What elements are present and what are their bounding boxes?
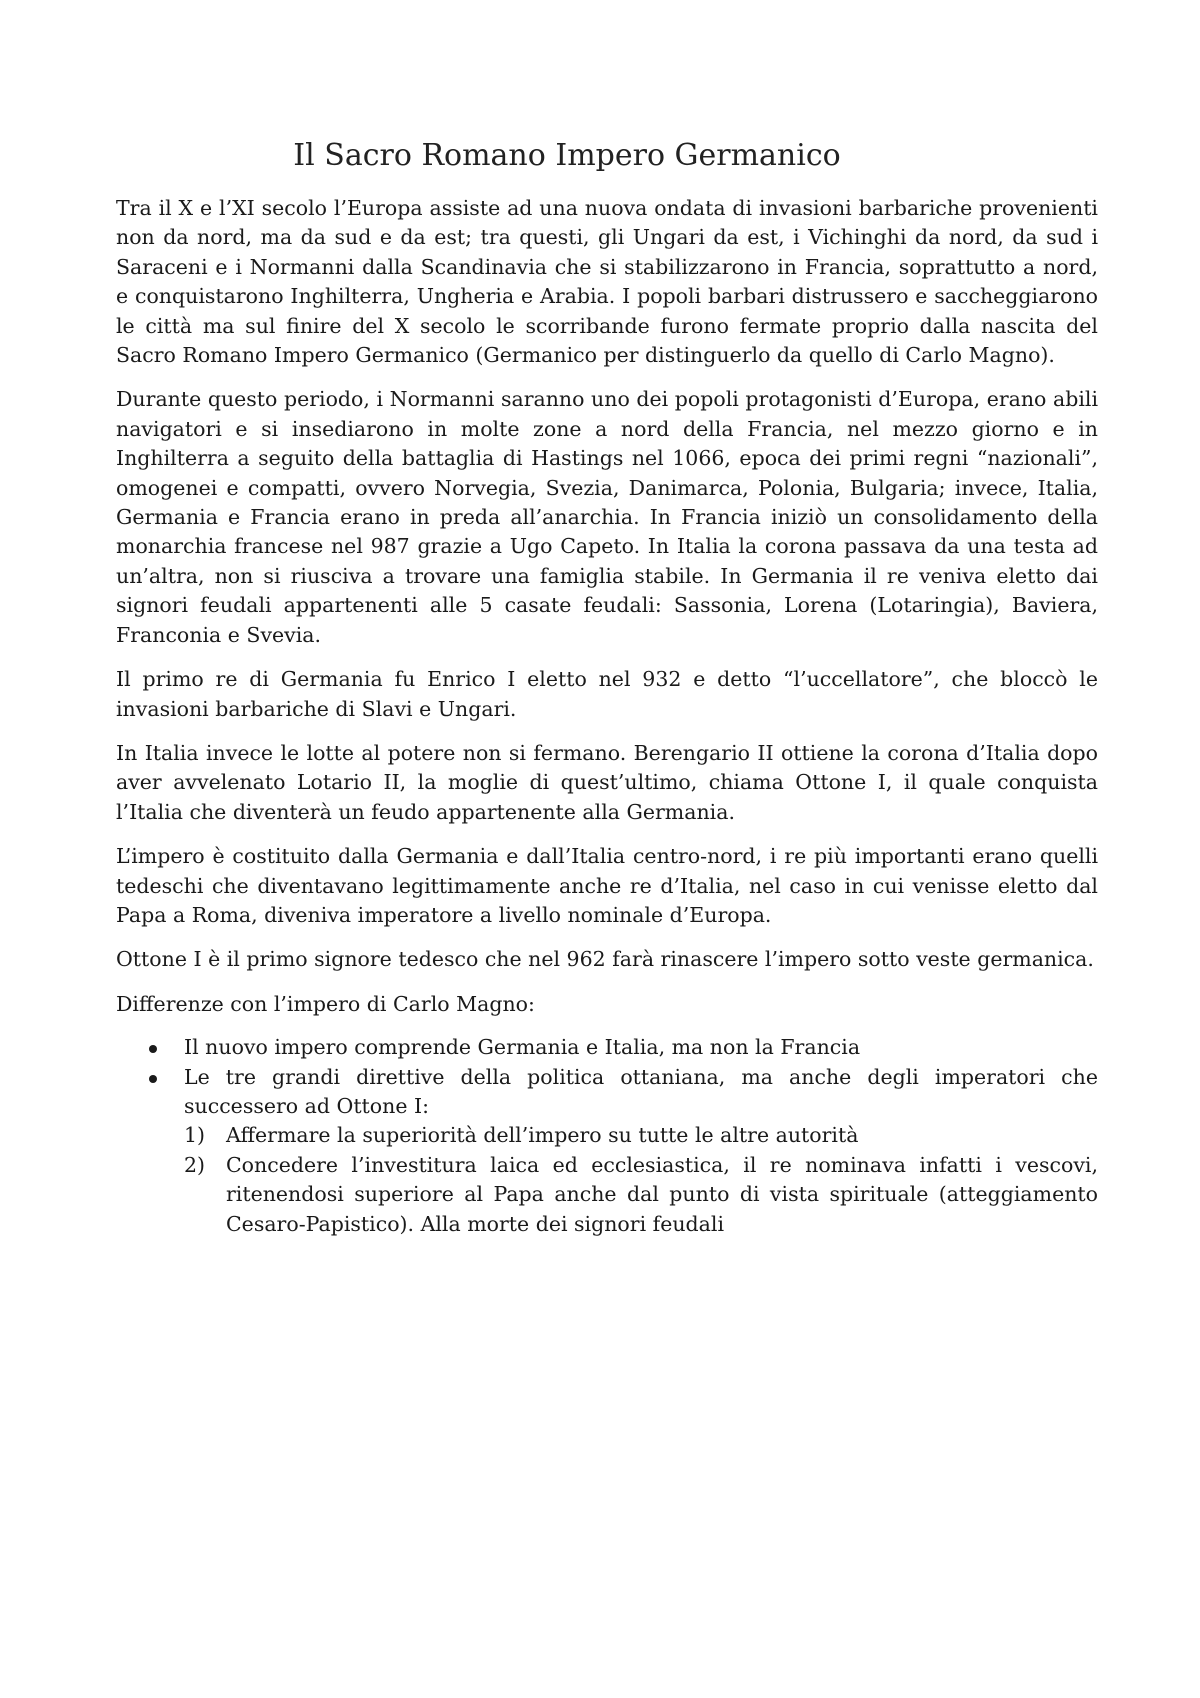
numbered-item	[184, 1151, 1098, 1239]
bullet-item	[116, 1033, 1098, 1062]
bullet-item	[116, 1063, 1098, 1239]
bullet-icon	[149, 1045, 157, 1053]
numbered-text: Concedere l’investitura laica ed ecclesiastica, il re nominava infatti i vescovi, ritenendosi superiore al Papa anche dal punto di vista spirituale (atteggiamento Cesaro-Papistico). Alla morte dei signori feudali	[226, 1152, 1098, 1236]
paragraph-italia: In Italia invece le lotte al potere non si fermano. Berengario II ottiene la corona d’Italia dopo aver avvelenato Lotario II, la moglie di quest’ultimo, chiama Ottone I, il quale conquista l’Italia che diventerà un feudo appartenente alla Germania.	[116, 740, 1098, 824]
item-number: 2)	[184, 1152, 206, 1177]
bullet-icon	[149, 1075, 157, 1083]
bullet-text: Le tre grandi direttive della politica ottaniana, ma anche degli imperatori che successero ad Ottone I:	[184, 1064, 1098, 1118]
numbered-text: Affermare la superiorità dell’impero su tutte le altre autorità	[226, 1123, 859, 1148]
bullet-text: Il nuovo impero comprende Germania e Italia, ma non la Francia	[184, 1035, 861, 1060]
document-title: Il Sacro Romano Impero Germanico	[293, 138, 841, 173]
item-number: 1)	[184, 1123, 206, 1148]
paragraph-impero: L’impero è costituito dalla Germania e dall’Italia centro-nord, i re più importanti erano quelli tedeschi che diventavano legittimamente anche re d’Italia, nel caso in cui venisse eletto dal Papa a Roma, diveniva imperatore a livello nominale d’Europa.	[116, 844, 1098, 927]
bullet-list	[116, 1033, 1098, 1239]
list-intro: Differenze con l’impero di Carlo Magno:	[116, 991, 535, 1016]
numbered-item	[184, 1121, 1098, 1150]
paragraph-enrico: Il primo re di Germania fu Enrico I eletto nel 932 e detto “l’uccellatore”, che bloccò le invasioni barbariche di Slavi e Ungari.	[116, 667, 1098, 721]
document-body	[116, 136, 1098, 1239]
paragraph-invasions: Tra il X e l’XI secolo l’Europa assiste ad una nuova ondata di invasioni barbariche provenienti non da nord, ma da sud e da est; tra questi, gli Ungari da est, i Vichinghi da nord, da sud i Saraceni e i Normanni dalla Scandinavia che si stabilizzarono in Francia, soprattutto a nord, e conquistarono Inghilterra, Ungheria e Arabia. I popoli barbari distrussero e saccheggiarono le città ma sul finire del X secolo le scorribande furono fermate proprio dalla nascita del Sacro Romano Impero Germanico (Germanico per distinguerlo da quello di Carlo Magno).	[116, 196, 1098, 368]
paragraph-normanni: Durante questo periodo, i Normanni saranno uno dei popoli protagonisti d’Europa, erano abili navigatori e si insediarono in molte zone a nord della Francia, nel mezzo giorno e in Inghilterra a seguito della battaglia di Hastings nel 1066, epoca dei primi regni “nazionali”, omogenei e compatti, ovvero Norvegia, Svezia, Danimarca, Polonia, Bulgaria; invece, Italia, Germania e Francia erano in preda all’anarchia. In Francia iniziò un consolidamento della monarchia francese nel 987 grazie a Ugo Capeto. In Italia la corona passava da una testa ad un’altra, non si riusciva a trovare una famiglia stabile. In Germania il re veniva eletto dai signori feudali appartenenti alle 5 casate feudali: Sassonia, Lorena (Lotaringia), Baviera, Franconia e Svevia.	[116, 387, 1098, 647]
numbered-list	[184, 1121, 1098, 1239]
paragraph-ottone: Ottone I è il primo signore tedesco che nel 962 farà rinascere l’impero sotto veste germanica.	[116, 947, 1094, 972]
